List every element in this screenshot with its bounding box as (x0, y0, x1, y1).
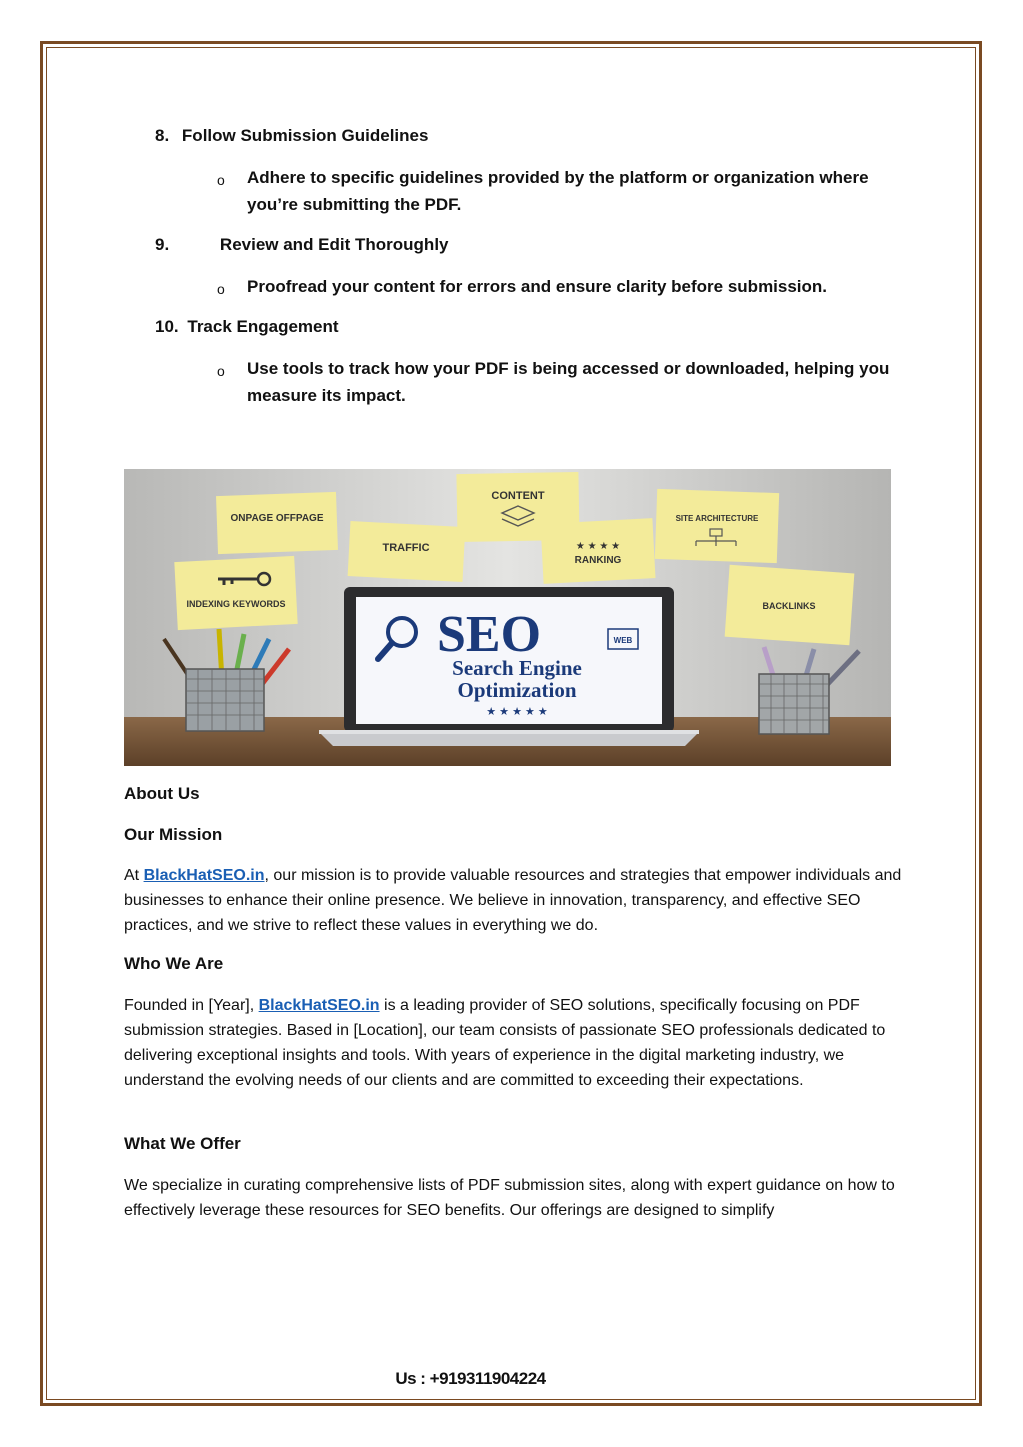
bullet-icon: o (217, 172, 225, 188)
note-text: CONTENT (491, 490, 545, 502)
sticky-note (725, 565, 855, 646)
offer-heading: What We Offer (124, 1134, 241, 1153)
bullet-icon: o (217, 281, 225, 297)
who-text: is a leading provider of SEO solutions, specifically focusing on PDF submission strategies. Based in [Location], our team consists of passionate SEO professionals dedicated to delivering exceptional insights and tools. With years of experience in the digital marketing industry, we understand the evolving needs of our clients and are committed to exceeding their expectations. (124, 997, 886, 1089)
step-detail: Use tools to track how your PDF is being accessed or downloaded, helping you measure its impact. (247, 359, 890, 405)
blackhatseo-link[interactable]: BlackHatSEO.in (143, 867, 265, 884)
seo-illustration (124, 469, 891, 766)
sticky-note (541, 518, 656, 584)
step-number: 9. (155, 235, 170, 254)
mission-prefix: At (124, 867, 144, 884)
sticky-note (348, 521, 466, 582)
sticky-note (216, 492, 338, 554)
step-9 (155, 235, 449, 255)
step-10 (155, 317, 339, 337)
note-text: RANKING (574, 555, 622, 566)
who-paragraph (124, 993, 902, 1093)
mission-heading: Our Mission (124, 825, 223, 844)
step-title: Review and Edit Thoroughly (219, 235, 449, 254)
sticky-note (655, 489, 779, 563)
note-text: TRAFFIC (382, 542, 430, 554)
blackhatseo-link[interactable]: BlackHatSEO.in (258, 997, 380, 1014)
step-detail: Adhere to specific guidelines provided by the platform or organization where you’re submitting the PDF. (247, 168, 869, 214)
step-number: 10. (155, 317, 179, 336)
bullet-icon: o (217, 363, 225, 379)
step-8 (155, 126, 428, 146)
screen-line3: Optimization (457, 678, 577, 702)
step-title: Track Engagement (187, 317, 339, 336)
about-title: About Us (124, 784, 200, 803)
screen-line2: Search Engine (452, 656, 582, 680)
step-detail: Proofread your content for errors and ensure clarity before submission. (247, 277, 828, 296)
laptop (319, 587, 699, 746)
note-text: INDEXING KEYWORDS (186, 599, 286, 609)
svg-text:★ ★ ★ ★: ★ ★ ★ ★ (575, 541, 621, 552)
mission-text: , our mission is to provide valuable resources and strategies that empower individuals and businesses to enhance their online presence. We believe in innovation, transparency, and effective SEO practices, and we strive to reflect these values in everything we do. (124, 867, 902, 934)
mission-paragraph (124, 863, 902, 938)
who-heading: Who We Are (124, 954, 224, 973)
footer-phone: Us : +919311904224 (395, 1369, 546, 1388)
step-title: Follow Submission Guidelines (181, 126, 429, 145)
note-text: SITE ARCHITECTURE (675, 514, 759, 523)
note-text: BACKLINKS (762, 601, 816, 611)
note-text: ONPAGE OFFPAGE (230, 513, 324, 524)
footer-contact (0, 1369, 1023, 1389)
offer-paragraph: We specialize in curating comprehensive lists of PDF submission sites, along with expert guidance on how to effectively leverage these resources for SEO benefits. Our offerings are designed to simplify (124, 1177, 895, 1219)
step-number: 8. (155, 126, 170, 145)
sticky-note (174, 556, 297, 630)
who-prefix: Founded in [Year], (124, 997, 259, 1014)
svg-text:★ ★ ★ ★ ★: ★ ★ ★ ★ ★ (486, 706, 548, 718)
screen-badge: WEB (613, 636, 633, 645)
screen-title: SEO (436, 606, 542, 663)
